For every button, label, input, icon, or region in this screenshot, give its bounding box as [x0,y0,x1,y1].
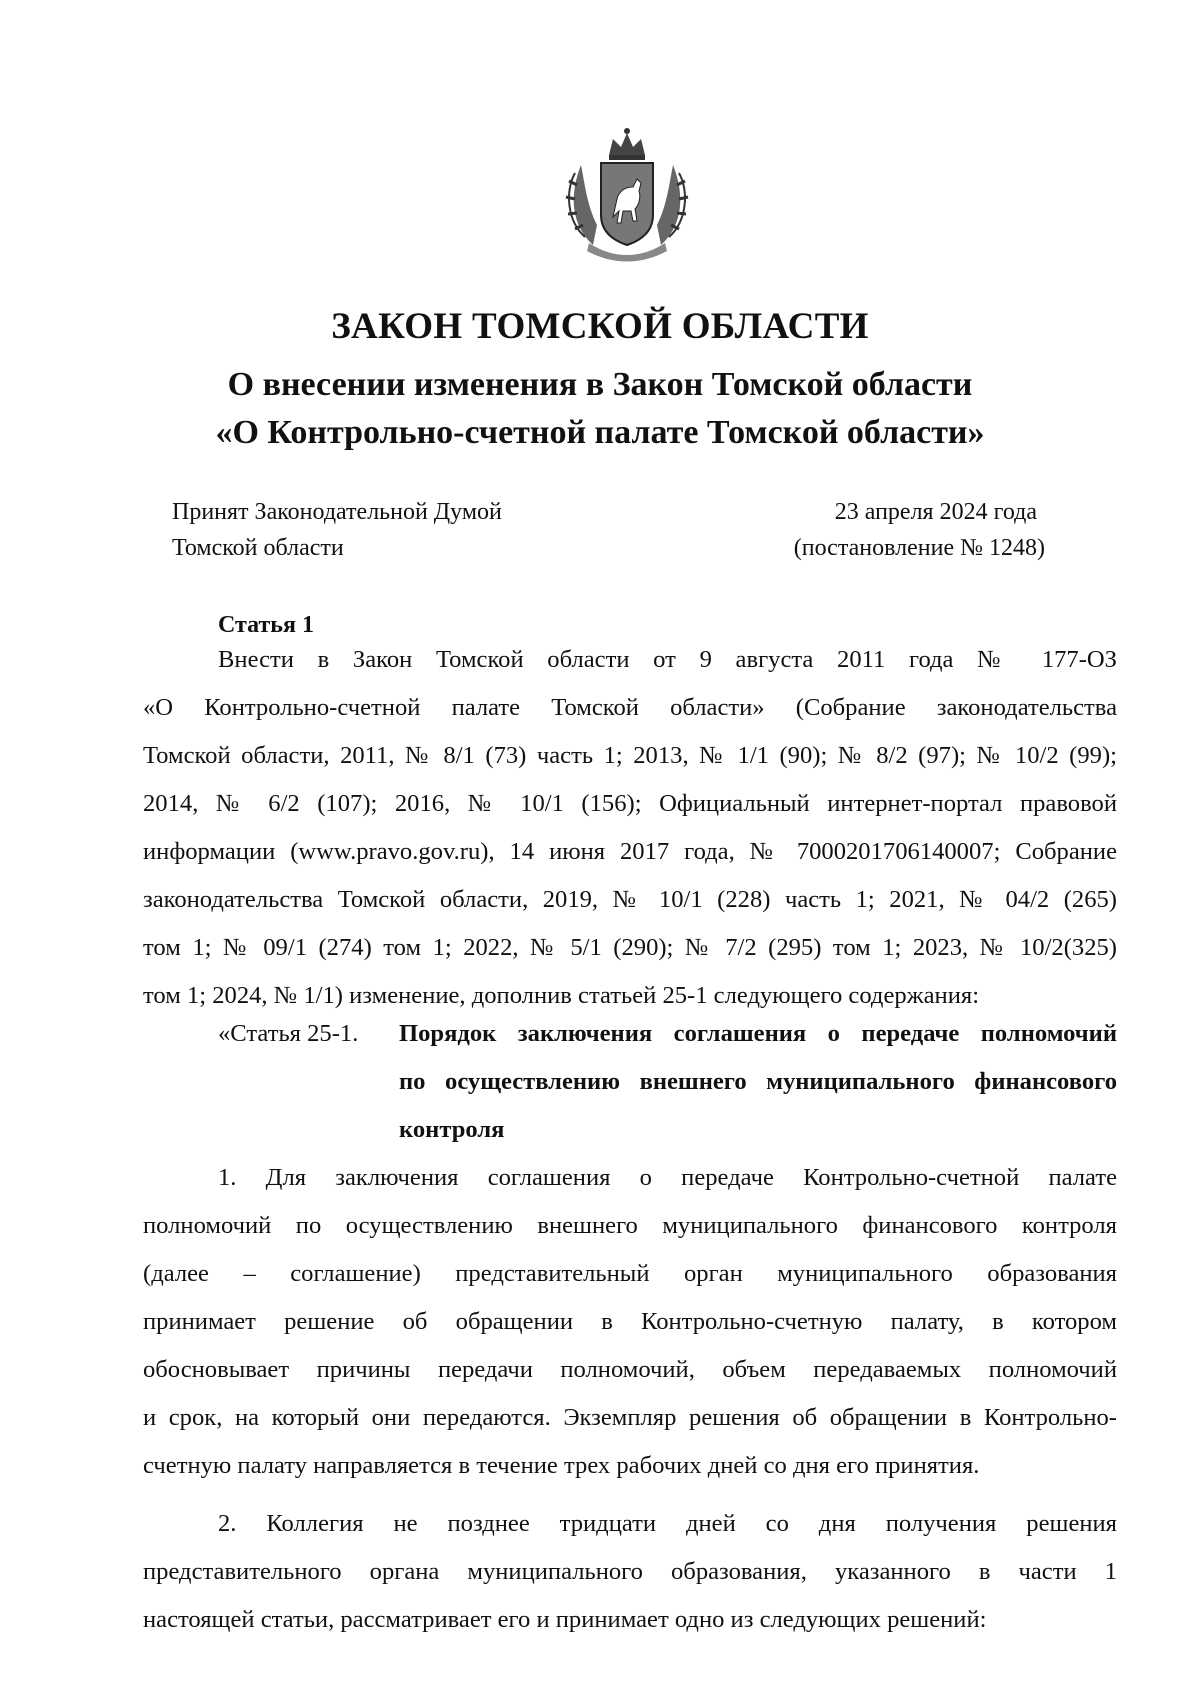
article-1-line: том 1; 2024, № 1/1) изменение, дополнив статьей 25-1 следующего содержания: [143,982,980,1009]
article-1-heading: Статья 1 [218,612,314,638]
paragraph-1-line: 1. Для заключения соглашения о передаче Контрольно-счетной палате [218,1164,1117,1191]
law-subtitle-line-1: О внесении изменения в Закон Томской области [227,366,973,403]
article-1-line: Внести в Закон Томской области от 9 августа 2011 года № 177-ОЗ [218,646,1117,673]
resolution-number-line: (постановление № 1248) [793,535,1045,561]
inserted-article-label: «Статья 25-1. [218,1020,359,1047]
inserted-article-title-line: контроля [399,1116,505,1143]
adoption-body [172,494,502,566]
article-1-line: информации (www.pravo.gov.ru), 14 июня 2017 года, № 7000201706140007; Собрание [143,838,1117,865]
law-subtitle-line-2: «О Контрольно-счетной палате Томской области» [215,414,985,451]
paragraph-2-line: представительного органа муниципального образования, указанного в части 1 [143,1558,1117,1585]
paragraph-1-line: (далее – соглашение) представительный орган муниципального образования [143,1260,1117,1287]
article-1-line: 2014, № 6/2 (107); 2016, № 10/1 (156); Официальный интернет-портал правовой [143,790,1117,817]
paragraph-1-line: принимает решение об обращении в Контрольно-счетную палату, в котором [143,1308,1117,1335]
article-1-line: Томской области, 2011, № 8/1 (73) часть 1; 2013, № 1/1 (90); № 8/2 (97); № 10/2 (99); [143,742,1117,769]
paragraph-2-line: настоящей статьи, рассматривает его и принимает одно из следующих решений: [143,1606,987,1633]
adoption-body-line-1: Принят Законодательной Думой [172,499,502,525]
article-1-line: «О Контрольно-счетной палате Томской области» (Собрание законодательства [143,694,1117,721]
article-1-line: законодательства Томской области, 2019, № 10/1 (228) часть 1; 2021, № 04/2 (265) [143,886,1117,913]
article-1-line: том 1; № 09/1 (274) том 1; 2022, № 5/1 (290); № 7/2 (295) том 1; 2023, № 10/2(325) [143,934,1117,961]
adoption-body-line-2: Томской области [172,535,344,561]
paragraph-1-line: полномочий по осуществлению внешнего муниципального финансового контроля [143,1212,1117,1239]
coat-of-arms-icon [563,125,691,265]
paragraph-2-line: 2. Коллегия не позднее тридцати дней со дня получения решения [218,1510,1117,1537]
paragraph-1-line: счетную палату направляется в течение трех рабочих дней со дня его принятия. [143,1452,980,1479]
adoption-date [794,494,1045,566]
adoption-date-line: 23 апреля 2024 года [834,499,1037,525]
inserted-article-title-line: по осуществлению внешнего муниципального финансового [399,1068,1117,1095]
paragraph-1-line: обосновывает причины передачи полномочий, объем передаваемых полномочий [143,1356,1117,1383]
paragraph-1-line: и срок, на который они передаются. Экземпляр решения об обращении в Контрольно- [143,1404,1117,1431]
law-title: ЗАКОН ТОМСКОЙ ОБЛАСТИ [331,306,869,347]
inserted-article-title-line: Порядок заключения соглашения о передаче полномочий [399,1020,1117,1047]
